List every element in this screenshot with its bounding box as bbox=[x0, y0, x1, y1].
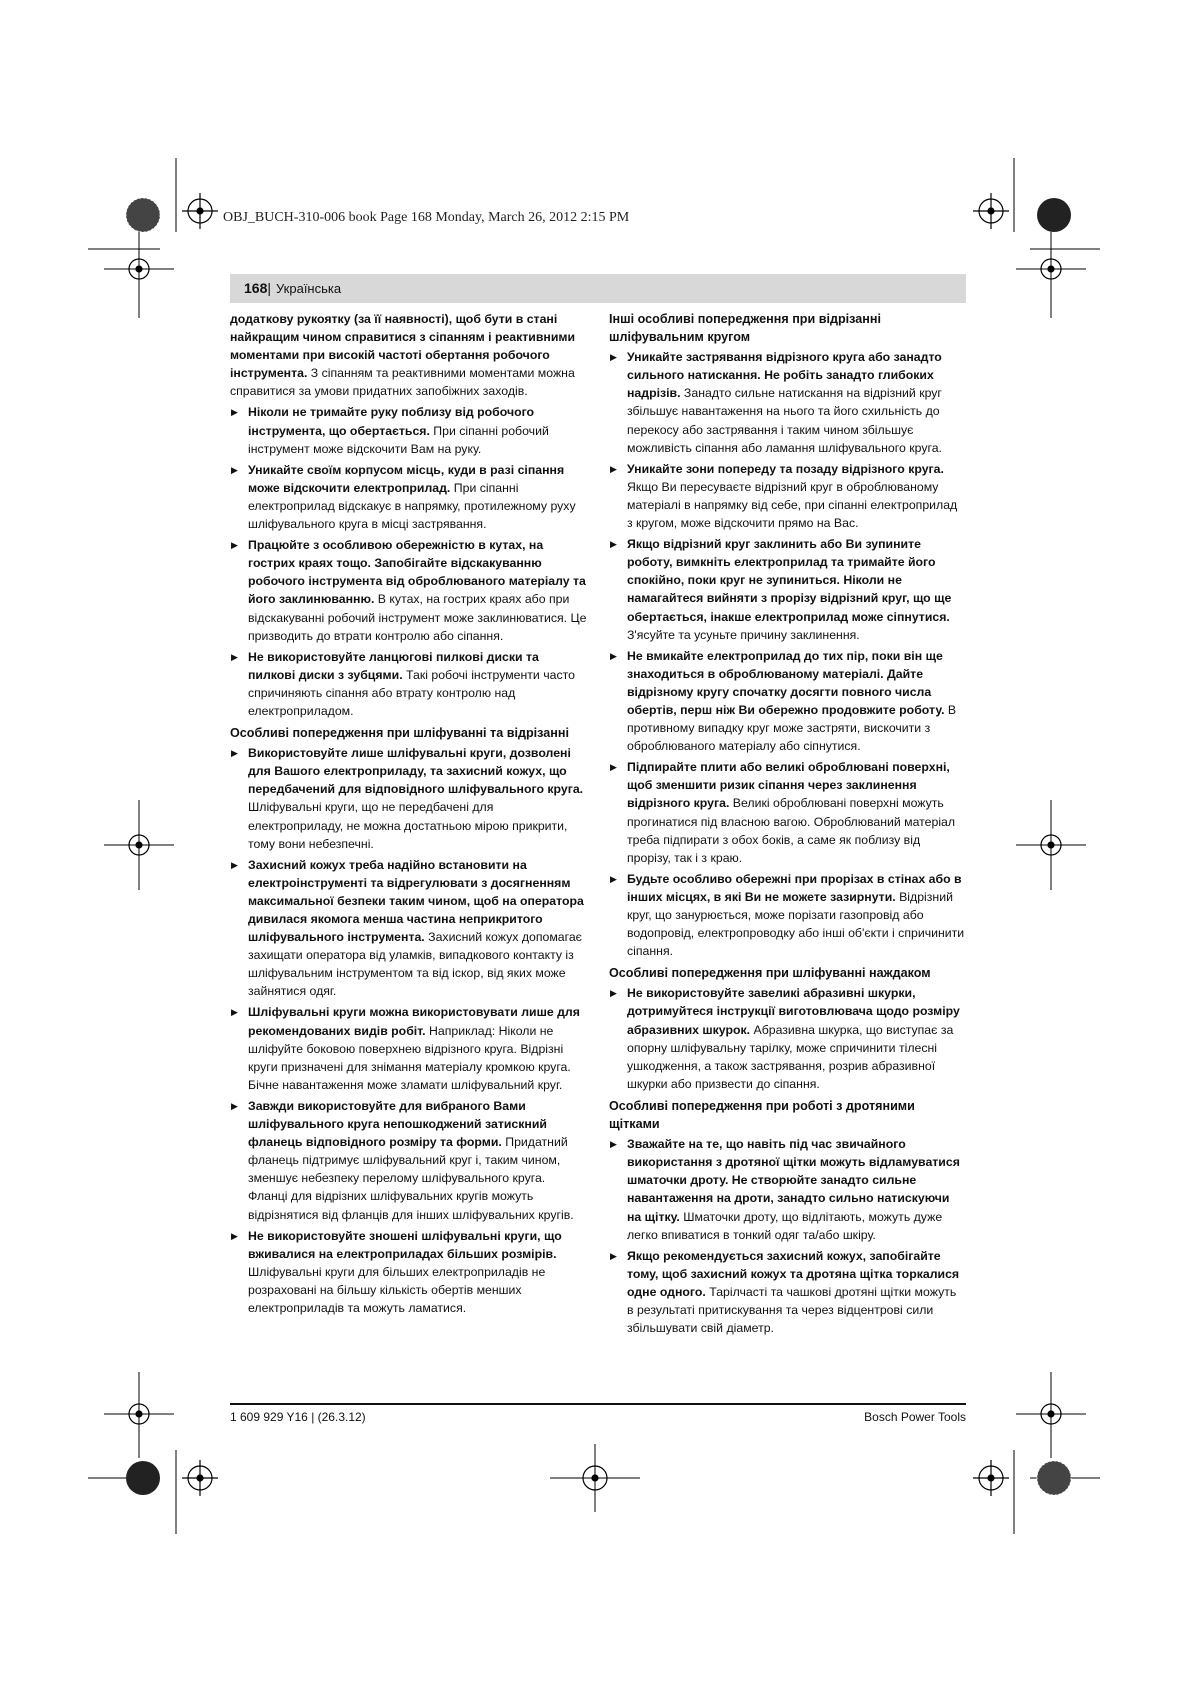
footer-brand: Bosch Power Tools bbox=[864, 1410, 966, 1424]
list-item: ▶ Будьте особливо обережні при прорізах в стінах або в інших місцях, в які Ви не можете зазирнути. Відрізний круг, що занурюється, може порізати газопровід або водопровід, електропроводку або інші об'єкти і спричинити сіпання. bbox=[609, 870, 966, 960]
list-item: ▶ Не використовуйте зношені шліфувальні круги, що вживалися на електроприладах більших розмірів. Шліфувальні круги для більших електроприладів не розраховані на більшу кількість обертів менших електроприладів та можуть ламатися. bbox=[230, 1227, 587, 1317]
page-number: 168| bbox=[244, 280, 271, 296]
right-column bbox=[609, 310, 966, 1340]
list-item: ▶ Не використовуйте ланцюгові пилкові диски та пилкові диски з зубцями. Такі робочі інструменти часто спричиняють сіпання або втрату контролю над електроприладом. bbox=[230, 648, 587, 720]
page-header bbox=[230, 274, 966, 303]
bullet-list-kickback bbox=[230, 403, 587, 720]
list-item: ▶ Уникайте зони попереду та позаду відрізного круга. Якщо Ви пересуваєте відрізний круг в оброблюваному матеріалі в напрямку від себе, при сіпанні електроприлад з кругом, може відскочити прямо на Вас. bbox=[609, 460, 966, 532]
list-item: ▶ Якщо відрізний круг заклинить або Ви зупините роботу, вимкніть електроприлад та тримайте його спокійно, поки круг не зупиниться. Ніколи не намагайтеся вийняти з прорізу відрізний круг, що ще обертається, інакше електроприлад може сіпнутися. З'ясуйте та усуньте причину заклинення. bbox=[609, 535, 966, 644]
language-label: Українська bbox=[276, 281, 342, 296]
section-heading: Особливі попередження при шліфуванні наждаком bbox=[609, 966, 931, 981]
bullet-list-sanding bbox=[609, 984, 966, 1093]
list-item: ▶ Використовуйте лише шліфувальні круги, дозволені для Вашого електроприладу, та захисний кожух, що передбачений для відповідного шліфувального круга. Шліфувальні круги, що не передбачені для електроприладу, не можна достатньою мірою прикрити, тому вони небезпечні. bbox=[230, 744, 587, 853]
list-item: ▶ Не використовуйте завеликі абразивні шкурки, дотримуйтеся інструкції виготовлювача щодо розміру абразивних шкурок. Абразивна шкурка, що виступає за опорну шліфувальну тарілку, може спричинити тілесні ушкодження, а також застрявання, розрив абразивної шкурки або призвести до сіпання. bbox=[609, 984, 966, 1093]
list-item: ▶ Підпирайте плити або великі оброблювані поверхні, щоб зменшити ризик сіпання через заклинення відрізного круга. Великі оброблювані поверхні можуть прогинатися під власною вагою. Оброблюваний матеріал треба підпирати з обох боків, а саме як поблизу від прорізу, так і з краю. bbox=[609, 758, 966, 867]
footer-doc-number: 1 609 929 Y16 | (26.3.12) bbox=[230, 1410, 366, 1424]
section-heading: Інші особливі попередження при відрізанні шліфувальним кругом bbox=[609, 312, 881, 345]
intro-paragraph: додаткову рукоятку (за її наявності), щоб бути в стані найкращим чином справитися з сіпанням і реактивними моментами при високій частоті обертання робочого інструмента. З сіпанням та реактивними моментами можна справитися за умови придатних запобіжних заходів. bbox=[230, 312, 576, 399]
list-item: ▶ Шліфувальні круги можна використовувати лише для рекомендованих видів робіт. Наприклад: Ніколи не шліфуйте боковою поверхнею відрізного круга. Відрізні круги призначені для знімання матеріалу кромкою круга. Бічне навантаження може зламати шліфувальний круг. bbox=[230, 1003, 587, 1093]
footer-rule bbox=[230, 1403, 966, 1405]
section-heading: Особливі попередження при шліфуванні та відрізанні bbox=[230, 726, 569, 741]
list-item: ▶ Уникайте своїм корпусом місць, куди в разі сіпання може відскочити електроприлад. При сіпанні електроприлад відскакує в напрямку, протилежному руху шліфувального круга в місці застрявання. bbox=[230, 461, 587, 533]
list-item: ▶ Не вмикайте електроприлад до тих пір, поки він ще знаходиться в оброблюваному матеріалі. Дайте відрізному кругу спочатку досягти повного числа обертів, перш ніж Ви обережно продовжите роботу. В противному випадку круг може застряти, вискочити з оброблюваного матеріалу або сіпнутися. bbox=[609, 647, 966, 756]
bullet-list-grinding bbox=[230, 744, 587, 1317]
left-column bbox=[230, 310, 587, 1320]
bullet-list-cutting bbox=[609, 348, 966, 960]
list-item: ▶ Уникайте застрявання відрізного круга або занадто сильного натискання. Не робіть занадто глибоких надрізів. Занадто сильне натискання на відрізний круг збільшує навантаження на нього та його схильність до перекосу або застрявання і таким чином збільшує можливість сіпання або ламання шліфувального круга. bbox=[609, 348, 966, 457]
list-item: ▶ Якщо рекомендується захисний кожух, запобігайте тому, щоб захисний кожух та дротяна щітка торкалися одне одного. Тарілчасті та чашкові дротяні щітки можуть в результаті притискування та через відцентрові сили збільшувати свій діаметр. bbox=[609, 1247, 966, 1337]
list-item: ▶ Ніколи не тримайте руку поблизу від робочого інструмента, що обертається. При сіпанні робочий інструмент може відскочити Вам на руку. bbox=[230, 403, 587, 457]
section-heading: Особливі попередження при роботі з дротяними щітками bbox=[609, 1098, 915, 1132]
list-item: ▶ Завжди використовуйте для вибраного Вами шліфувального круга непошкоджений затискний фланець відповідного розміру та форми. Придатний фланець підтримує шліфувальний круг і, таким чином, зменшує небезпеку перелому шліфувального круга. Фланці для відрізних шліфувальних кругів можуть відрізнятися від фланців для інших шліфувальних кругів. bbox=[230, 1097, 587, 1224]
list-item: ▶ Зважайте на те, що навіть під час звичайного використання з дротяної щітки можуть відламуватися шматочки дроту. Не створюйте занадто сильне навантаження на дроти, занадто сильно натискуючи на щітку. Шматочки дроту, що відлітають, можуть дуже легко впиватися в тонкий одяг та/або шкіру. bbox=[609, 1135, 966, 1244]
list-item: ▶ Працюйте з особливою обережністю в кутах, на гострих краях тощо. Запобігайте відскакуванню робочого інструмента від оброблюваного матеріалу та його заклинюванню. В кутах, на гострих краях або при відскакуванні робочий інструмент може заклинюватися. Це призводить до втрати контролю або сіпання. bbox=[230, 536, 587, 645]
bullet-list-wire-brush bbox=[609, 1135, 966, 1337]
list-item: ▶ Захисний кожух треба надійно встановити на електроінструменті та відрегулювати з досягненням максимальної безпеки таким чином, щоб на оператора дивилася якомога менша частина неприкритого шліфувального інструмента. Захисний кожух допомагає захищати оператора від уламків, випадкового контакту із шліфувальним інструментом та від іскор, від яких може зайнятися одяг. bbox=[230, 856, 587, 1001]
print-slug: OBJ_BUCH-310-006 book Page 168 Monday, March 26, 2012 2:15 PM bbox=[223, 210, 630, 225]
